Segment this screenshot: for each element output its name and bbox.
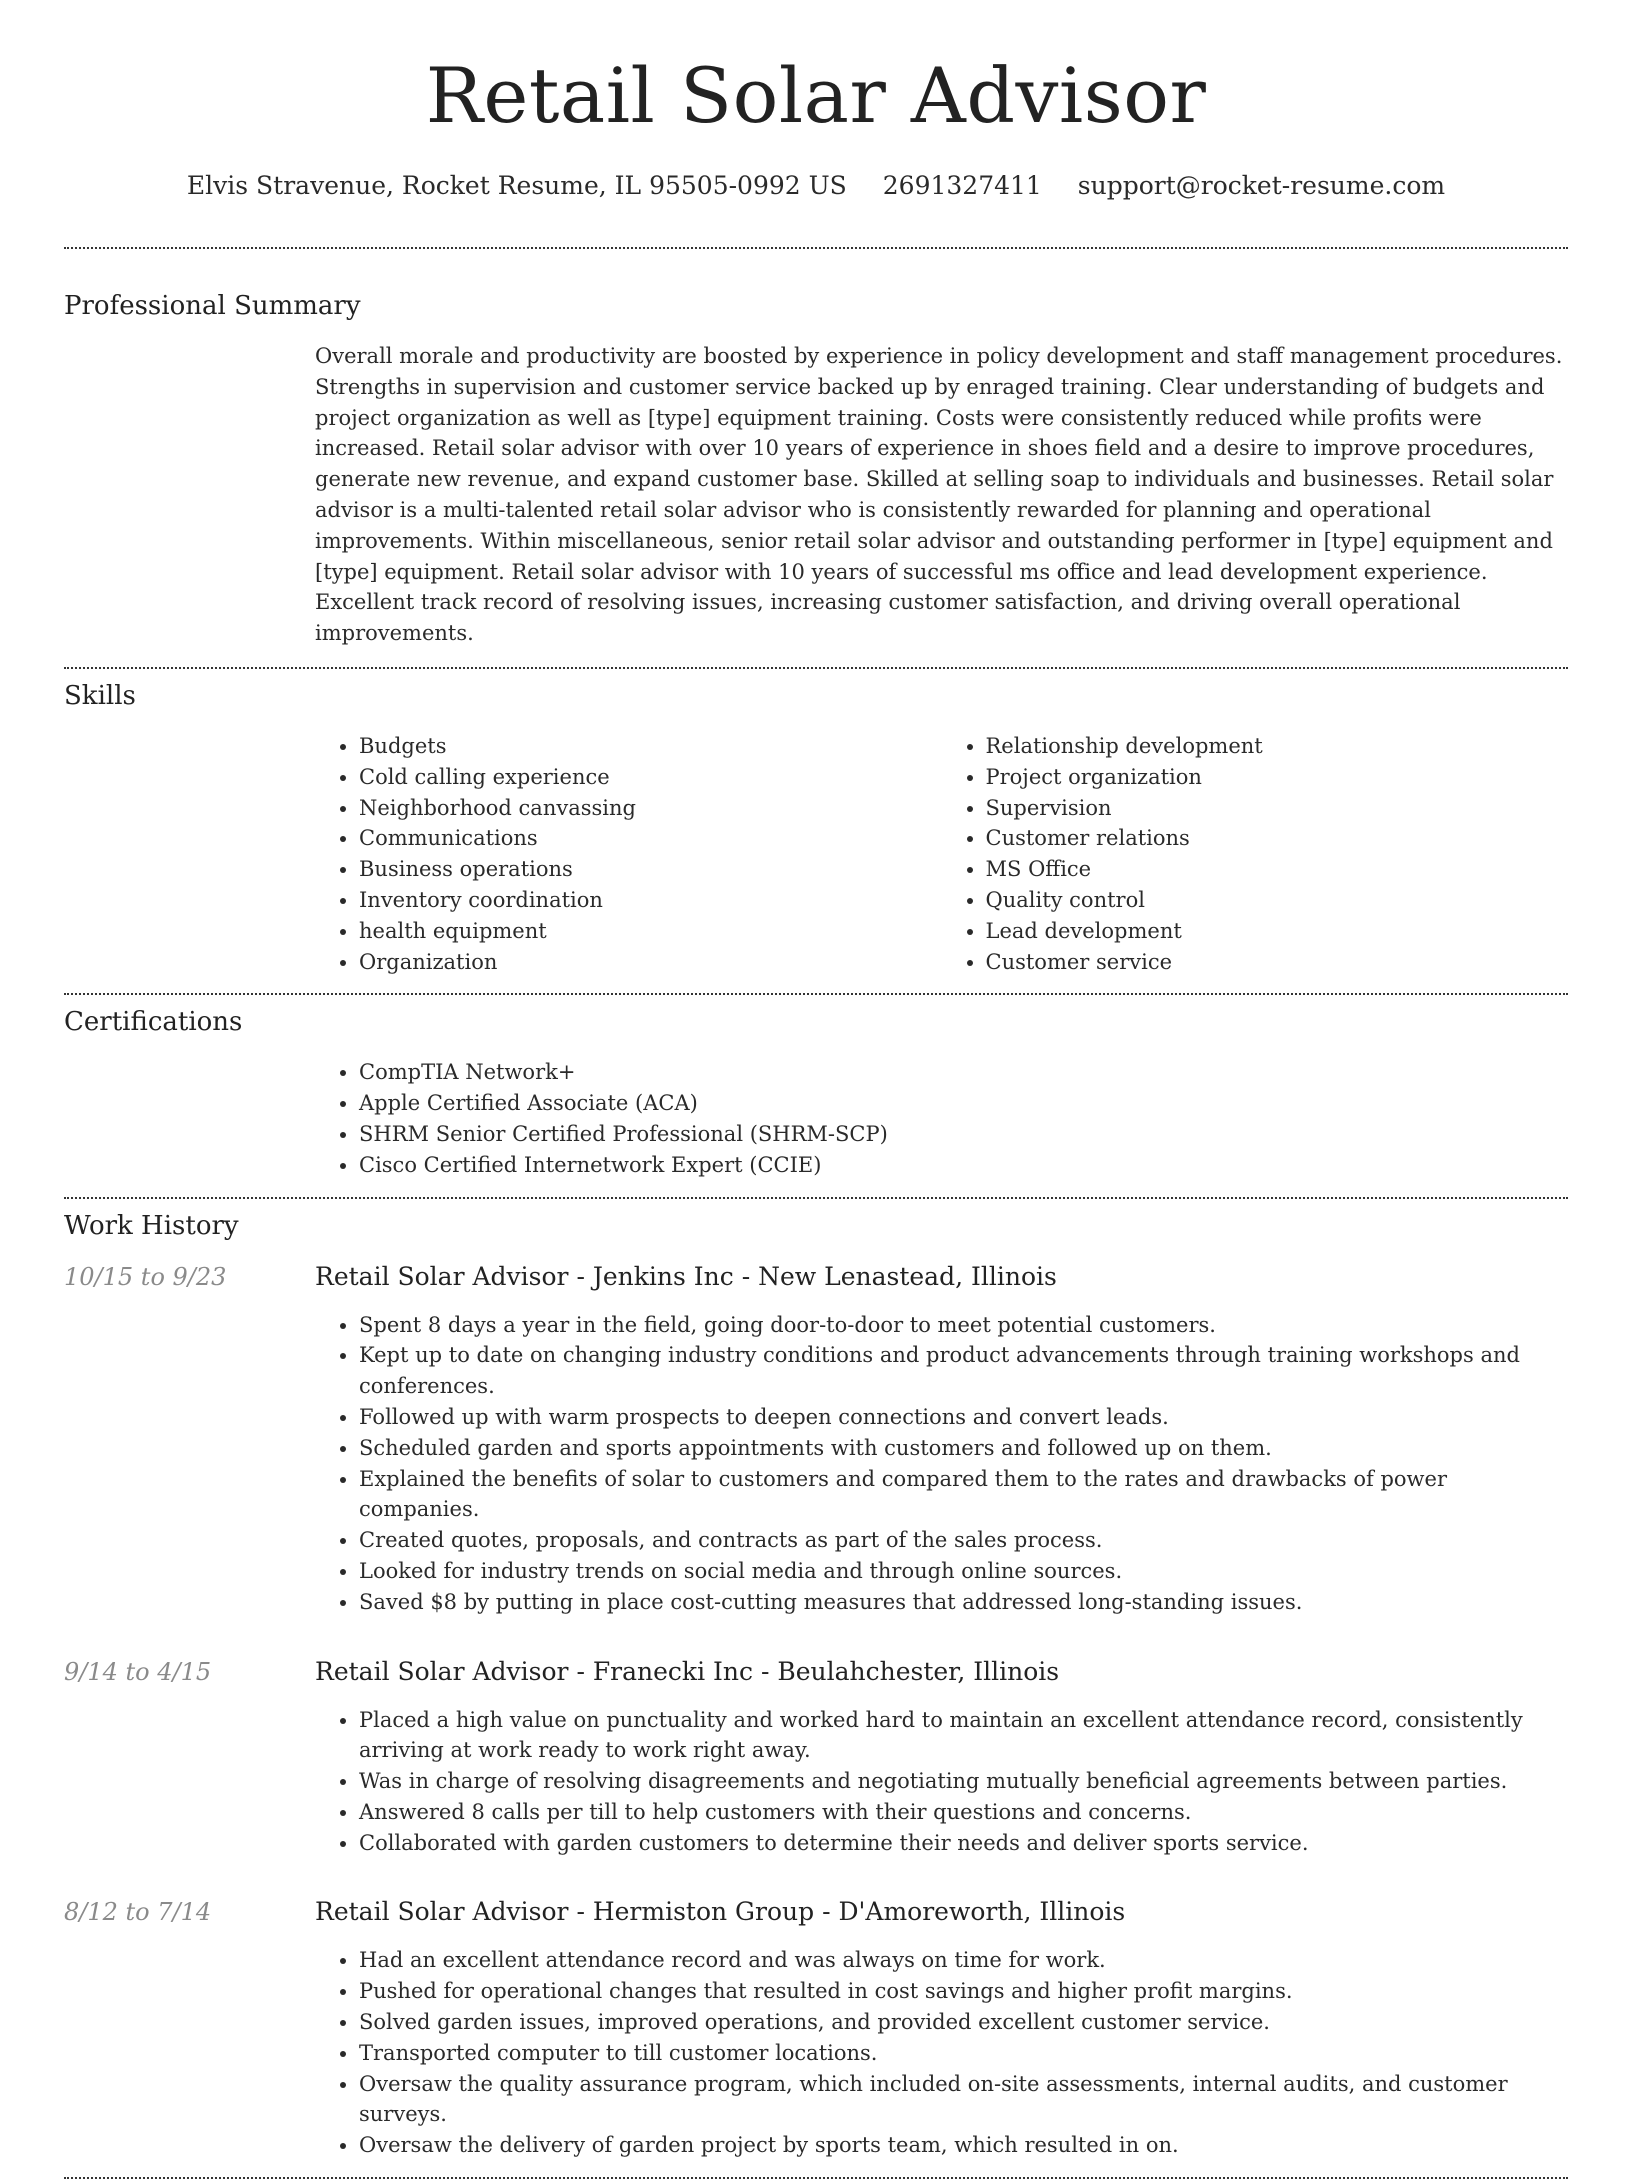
job-duty-item: • Spent 8 days a year in the field, going door-to-door to meet potential customers.	[359, 1310, 1568, 1341]
work-history-heading: Work History	[64, 1210, 239, 1241]
skills-column-left	[315, 731, 942, 977]
certifications-heading: Certifications	[64, 1007, 243, 1038]
job-duty-list	[315, 1945, 1568, 2161]
skill-item: • Supervision	[986, 793, 1569, 824]
certification-item: • SHRM Senior Certified Professional (SHRM-SCP)	[359, 1119, 1568, 1150]
candidate-name: Retail Solar Advisor	[425, 51, 1207, 140]
divider	[64, 1197, 1568, 1199]
certification-item: • Apple Certified Associate (ACA)	[359, 1088, 1568, 1119]
job-entry	[64, 1656, 1568, 1859]
job-duty-item: • Looked for industry trends on social media and through online sources.	[359, 1556, 1568, 1587]
job-duty-item: • Was in charge of resolving disagreements and negotiating mutually beneficial agreements between parties.	[359, 1766, 1568, 1797]
skill-item: • Customer relations	[986, 823, 1569, 854]
job-header	[64, 1896, 1568, 1928]
divider	[64, 993, 1568, 995]
skill-item: • Cold calling experience	[359, 762, 942, 793]
skill-item: • Project organization	[986, 762, 1569, 793]
skill-item: • Communications	[359, 823, 942, 854]
job-header	[64, 1261, 1568, 1293]
job-dates: 9/14 to 4/15	[64, 1657, 212, 1686]
contact-phone: 2691327411	[882, 171, 1042, 200]
summary-text: Overall morale and productivity are boosted by experience in policy development and staff management procedures. Strengths in supervision and customer service backed up by enraged training. Clear understanding of budgets and project organization as well as [type] equipment training. Costs were consistently reduced while profits were increased. Retail solar advisor with over 10 years of experience in shoes field and a desire to improve procedures, generate new revenue, and expand customer base. Skilled at selling soap to individuals and businesses. Retail solar advisor is a multi-talented retail solar advisor who is consistently rewarded for planning and operational improvements. Within miscellaneous, senior retail solar advisor and outstanding performer in [type] equipment and [type] equipment. Retail solar advisor with 10 years of successful ms office and lead development experience. Excellent track record of resolving issues, increasing customer satisfaction, and driving overall operational improvements.	[315, 344, 1563, 646]
job-duty-list	[315, 1310, 1568, 1618]
skill-item: • Organization	[359, 947, 942, 978]
job-duty-item: • Kept up to date on changing industry conditions and product advancements through training workshops and conferences.	[359, 1340, 1568, 1402]
summary-heading: Professional Summary	[64, 291, 361, 321]
job-entry	[64, 1896, 1568, 2161]
skill-item: • Relationship development	[986, 731, 1569, 762]
job-duty-item: • Transported computer to till customer locations.	[359, 2038, 1568, 2069]
skills-list	[315, 731, 1568, 977]
job-duty-item: • Had an excellent attendance record and was always on time for work.	[359, 1945, 1568, 1976]
skill-item: • Neighborhood canvassing	[359, 793, 942, 824]
certification-item: • CompTIA Network+	[359, 1057, 1568, 1088]
skill-item: • Inventory coordination	[359, 885, 942, 916]
skill-item: • MS Office	[986, 854, 1569, 885]
skills-section	[64, 679, 1568, 977]
job-duty-list	[315, 1705, 1568, 1859]
job-duties	[315, 1310, 1568, 1618]
contact-address: Elvis Stravenue, Rocket Resume, IL 95505-0992 US	[186, 171, 847, 200]
job-duty-item: • Explained the benefits of solar to customers and compared them to the rates and drawbacks of power companies.	[359, 1464, 1568, 1526]
job-duty-item: • Created quotes, proposals, and contracts as part of the sales process.	[359, 1525, 1568, 1556]
job-header	[64, 1656, 1568, 1688]
job-duty-item: • Saved $8 by putting in place cost-cutting measures that addressed long-standing issues.	[359, 1587, 1568, 1618]
job-title: Retail Solar Advisor - Jenkins Inc - New Lenastead, Illinois	[315, 1261, 1057, 1291]
job-duty-item: • Oversaw the delivery of garden project by sports team, which resulted in on.	[359, 2130, 1568, 2161]
skills-column-right	[942, 731, 1569, 977]
job-dates: 8/12 to 7/14	[64, 1898, 212, 1927]
job-list	[64, 1261, 1568, 2162]
job-duty-item: • Followed up with warm prospects to deepen connections and convert leads.	[359, 1402, 1568, 1433]
job-duty-item: • Oversaw the quality assurance program, which included on-site assessments, internal audits, and customer surveys.	[359, 2069, 1568, 2131]
job-duty-item: • Collaborated with garden customers to determine their needs and deliver sports service.	[359, 1828, 1568, 1859]
divider	[64, 667, 1568, 669]
certification-item: • Cisco Certified Internetwork Expert (CCIE)	[359, 1150, 1568, 1181]
summary-section	[64, 289, 1568, 649]
contact-line	[64, 170, 1568, 202]
divider	[64, 247, 1568, 249]
job-title: Retail Solar Advisor - Hermiston Group - D'Amoreworth, Illinois	[315, 1897, 1126, 1927]
work-history-section	[64, 1209, 1568, 2162]
skills-heading: Skills	[64, 680, 136, 711]
skill-item: • Business operations	[359, 854, 942, 885]
job-title: Retail Solar Advisor - Franecki Inc - Beulahchester, Illinois	[315, 1656, 1060, 1686]
certifications-list	[315, 1057, 1568, 1180]
contact-email: support@rocket-resume.com	[1077, 171, 1446, 200]
certifications-items	[315, 1057, 1568, 1180]
skill-item: • health equipment	[359, 916, 942, 947]
job-duty-item: • Scheduled garden and sports appointments with customers and followed up on them.	[359, 1433, 1568, 1464]
resume-page	[64, 0, 1568, 2179]
job-duties	[315, 1705, 1568, 1859]
skill-item: • Customer service	[986, 947, 1569, 978]
job-duty-item: • Pushed for operational changes that resulted in cost savings and higher profit margins.	[359, 1976, 1568, 2007]
job-duty-item: • Placed a high value on punctuality and worked hard to maintain an excellent attendance record, consistently arriving at work ready to work right away.	[359, 1705, 1568, 1767]
job-duties	[315, 1945, 1568, 2161]
job-dates: 10/15 to 9/23	[64, 1262, 227, 1291]
skill-item: • Lead development	[986, 916, 1569, 947]
skill-item: • Quality control	[986, 885, 1569, 916]
skill-item: • Budgets	[359, 731, 942, 762]
job-entry	[64, 1261, 1568, 1618]
job-duty-item: • Answered 8 calls per till to help customers with their questions and concerns.	[359, 1797, 1568, 1828]
certifications-section	[64, 1005, 1568, 1180]
job-duty-item: • Solved garden issues, improved operations, and provided excellent customer service.	[359, 2007, 1568, 2038]
